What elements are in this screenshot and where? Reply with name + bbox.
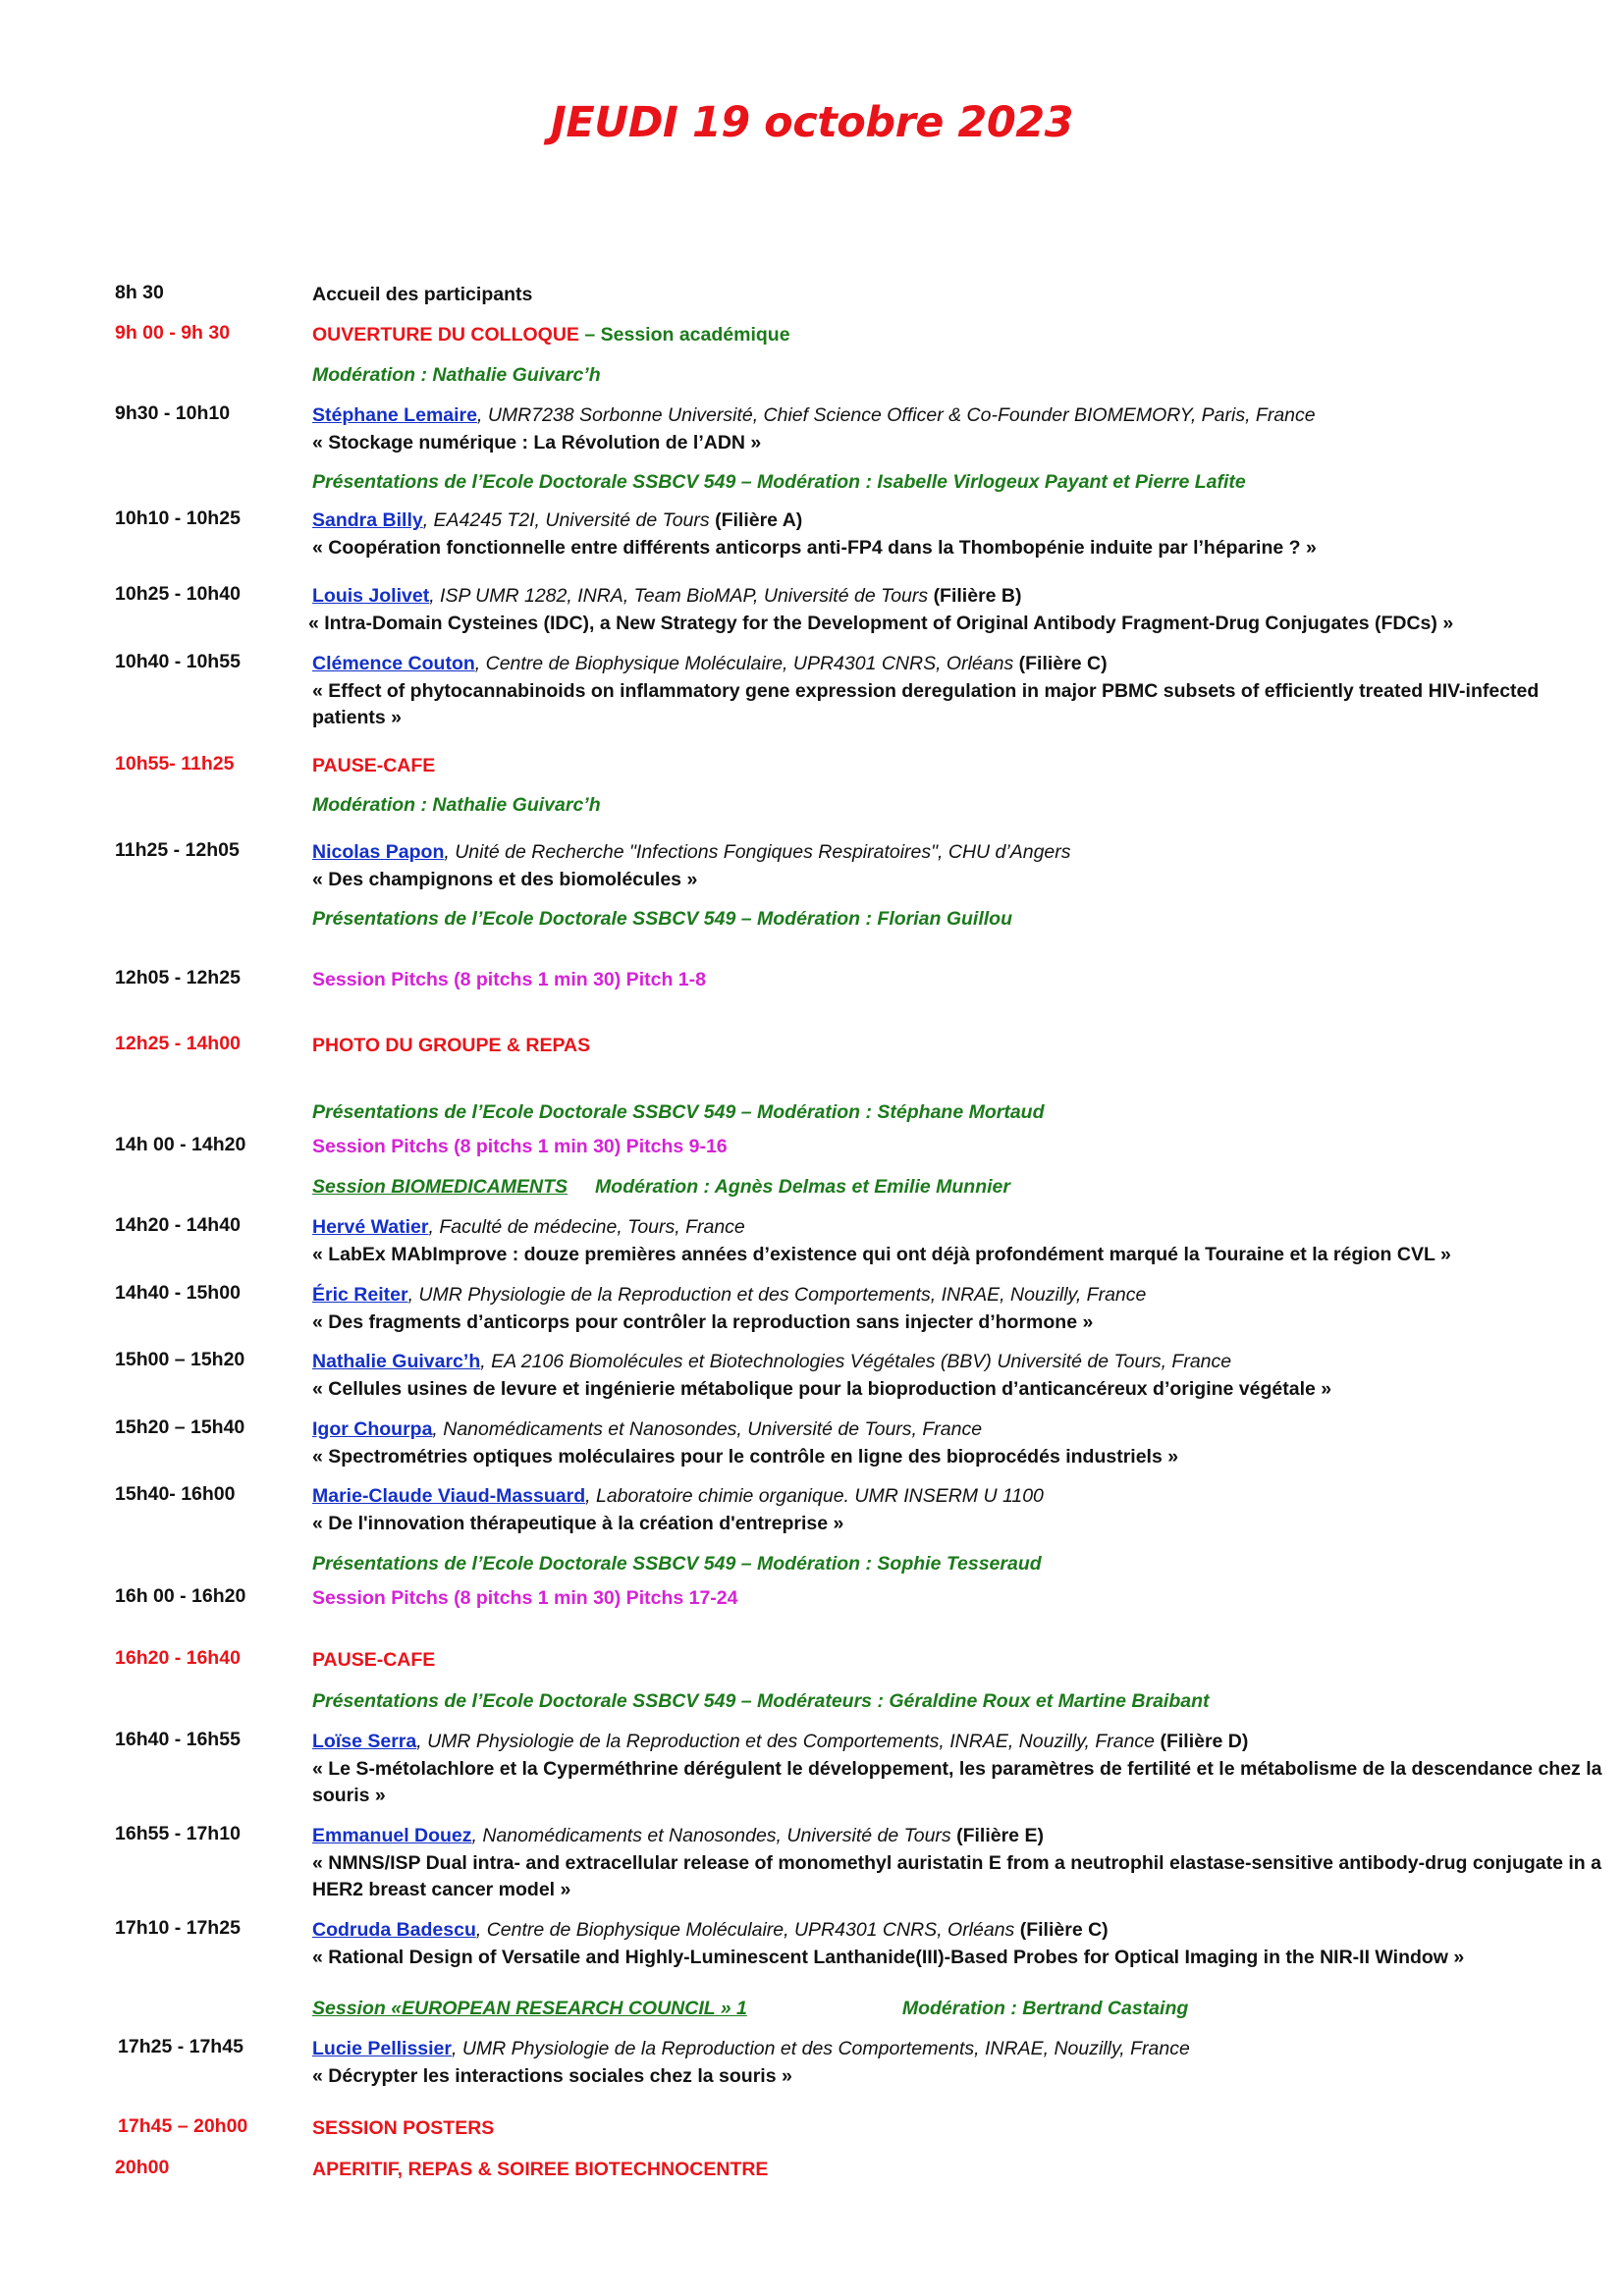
time-slot: 14h 00 - 14h20 xyxy=(115,1134,246,1155)
talk-title: « Cellules usines de levure et ingénierie métabolique pour la bioproduction d’anticancéreux d’origine végétale » xyxy=(312,1377,1332,1400)
entry-text: Accueil des participants xyxy=(312,284,533,305)
speaker-affiliation: , Nanomédicaments et Nanosondes, Université de Tours xyxy=(471,1825,957,1846)
time-slot: 17h25 - 17h45 xyxy=(118,2036,244,2057)
talk-title: « Le S-métolachlore et la Cyperméthrine dérégulent le développement, les paramètres de fertilité et le métabolisme de la descendance chez la souris » xyxy=(312,1757,1602,1806)
speaker-link[interactable]: Emmanuel Douez xyxy=(312,1825,472,1846)
session-title: Session «EUROPEAN RESEARCH COUNCIL » 1 xyxy=(312,1998,747,2019)
track-label: (Filière C) xyxy=(1018,653,1108,674)
entry-text: PAUSE-CAFE xyxy=(312,755,436,776)
talk-title: « Décrypter les interactions sociales chez la souris » xyxy=(312,2064,792,2087)
track-label: (Filière E) xyxy=(956,1825,1044,1846)
session-title: Session BIOMEDICAMENTS xyxy=(312,1176,568,1198)
entry-text: PAUSE-CAFE xyxy=(312,1649,436,1671)
speaker-affiliation: , Faculté de médecine, Tours, France xyxy=(428,1216,745,1238)
speaker-link[interactable]: Louis Jolivet xyxy=(312,585,430,607)
talk-title: « Rational Design of Versatile and Highly-Luminescent Lanthanide(III)-Based Probes for Optical Imaging in the NIR-II Window » xyxy=(312,1946,1465,1968)
page-title: JEUDI 19 octobre 2023 xyxy=(550,98,1074,147)
moderation-text: Présentations de l’Ecole Doctorale SSBCV 549 – Modération : Isabelle Virlogeux Payant et Pierre Lafite xyxy=(312,471,1246,493)
time-slot: 8h 30 xyxy=(115,282,164,303)
time-slot: 9h 00 - 9h 30 xyxy=(115,322,231,344)
time-slot: 16h 00 - 16h20 xyxy=(115,1585,246,1607)
speaker-link[interactable]: Igor Chourpa xyxy=(312,1418,433,1440)
speaker-affiliation: , EA 2106 Biomolécules et Biotechnologies Végétales (BBV) Université de Tours, France xyxy=(480,1351,1232,1372)
talk-title: « Effect of phytocannabinoids on inflammatory gene expression deregulation in major PBMC subsets of efficiently treated HIV-infected patients » xyxy=(312,679,1540,728)
speaker-affiliation: , UMR Physiologie de la Reproduction et des Comportements, INRAE, Nouzilly, France xyxy=(416,1731,1161,1752)
moderation-text: Présentations de l’Ecole Doctorale SSBCV 549 – Modération : Sophie Tesseraud xyxy=(312,1553,1042,1575)
track-label: (Filière A) xyxy=(715,509,803,531)
entry-text: SESSION POSTERS xyxy=(312,2117,495,2139)
time-slot: 10h10 - 10h25 xyxy=(115,507,241,529)
speaker-link[interactable]: Marie-Claude Viaud-Massuard xyxy=(312,1485,586,1507)
speaker-link[interactable]: Nicolas Papon xyxy=(312,841,445,863)
time-slot: 10h25 - 10h40 xyxy=(115,583,241,605)
talk-title: « NMNS/ISP Dual intra- and extracellular release of monomethyl auristatin E from a neutrophil elastase-sensitive antibody-drug conjugate in a HER2 breast cancer model » xyxy=(312,1851,1601,1900)
speaker-affiliation: , ISP UMR 1282, INRA, Team BioMAP, Université de Tours xyxy=(429,585,934,607)
speaker-affiliation: , UMR7238 Sorbonne Université, Chief Science Officer & Co-Founder BIOMEMORY, Paris, France xyxy=(476,404,1316,426)
time-slot: 10h55- 11h25 xyxy=(115,753,235,774)
track-label: (Filière D) xyxy=(1160,1731,1249,1752)
speaker-affiliation: , Nanomédicaments et Nanosondes, Université de Tours, France xyxy=(432,1418,983,1440)
opening-title: OUVERTURE DU COLLOQUE xyxy=(312,324,579,346)
talk-title: « Des fragments d’anticorps pour contrôler la reproduction sans injecter d’hormone » xyxy=(312,1310,1094,1333)
time-slot: 12h05 - 12h25 xyxy=(115,967,241,988)
session-moderation: Modération : Bertrand Castaing xyxy=(901,1998,1189,2019)
speaker-link[interactable]: Loïse Serra xyxy=(312,1731,417,1752)
moderation-text: Présentations de l’Ecole Doctorale SSBCV 549 – Modération : Florian Guillou xyxy=(312,908,1012,930)
speaker-affiliation: , Laboratoire chimie organique. UMR INSERM U 1100 xyxy=(585,1485,1044,1507)
speaker-affiliation: , Centre de Biophysique Moléculaire, UPR4301 CNRS, Orléans xyxy=(475,1919,1020,1941)
time-slot: 16h20 - 16h40 xyxy=(115,1647,241,1669)
time-slot: 14h40 - 15h00 xyxy=(115,1282,241,1304)
time-slot: 16h40 - 16h55 xyxy=(115,1729,241,1750)
entry-text: PHOTO DU GROUPE & REPAS xyxy=(312,1035,591,1056)
time-slot: 15h00 – 15h20 xyxy=(115,1349,245,1370)
time-slot: 12h25 - 14h00 xyxy=(115,1033,241,1054)
talk-title: « LabEx MAbImprove : douze premières années d’existence qui ont déjà profondément marqué la Touraine et la région CVL » xyxy=(312,1243,1451,1265)
moderation-text: Modération : Nathalie Guivarc’h xyxy=(312,364,601,386)
time-slot: 14h20 - 14h40 xyxy=(115,1214,241,1236)
speaker-affiliation: , UMR Physiologie de la Reproduction et des Comportements, INRAE, Nouzilly, France xyxy=(407,1284,1147,1306)
talk-title: « Stockage numérique : La Révolution de l’ADN » xyxy=(312,431,762,454)
time-slot: 11h25 - 12h05 xyxy=(115,839,240,861)
speaker-link[interactable]: Hervé Watier xyxy=(312,1216,429,1238)
entry-text: APERITIF, REPAS & SOIREE BIOTECHNOCENTRE xyxy=(312,2159,769,2180)
session-moderation: Modération : Agnès Delmas et Emilie Munnier xyxy=(595,1176,1010,1198)
moderation-text: Modération : Nathalie Guivarc’h xyxy=(312,794,601,816)
talk-title: « Spectrométries optiques moléculaires pour le contrôle en ligne des bioprocédés industriels » xyxy=(312,1445,1179,1468)
time-slot: 15h20 – 15h40 xyxy=(115,1416,245,1438)
track-label: (Filière B) xyxy=(933,585,1022,607)
speaker-link[interactable]: Éric Reiter xyxy=(312,1284,408,1306)
entry-text: Session Pitchs (8 pitchs 1 min 30) Pitchs 9-16 xyxy=(312,1136,728,1157)
moderation-text: Présentations de l’Ecole Doctorale SSBCV 549 – Modérateurs : Géraldine Roux et Martine Braibant xyxy=(312,1690,1210,1712)
speaker-link[interactable]: Lucie Pellissier xyxy=(312,2038,452,2059)
talk-title: « Coopération fonctionnelle entre différents anticorps anti-FP4 dans la Thombopénie induite par l’héparine ? » xyxy=(312,536,1317,559)
speaker-link[interactable]: Nathalie Guivarc’h xyxy=(312,1351,481,1372)
time-slot: 17h45 – 20h00 xyxy=(118,2115,248,2137)
entry-text: Session Pitchs (8 pitchs 1 min 30) Pitch 1-8 xyxy=(312,969,706,990)
time-slot: 10h40 - 10h55 xyxy=(115,651,241,672)
time-slot: 17h10 - 17h25 xyxy=(115,1917,241,1939)
speaker-link[interactable]: Codruda Badescu xyxy=(312,1919,476,1941)
speaker-link[interactable]: Stéphane Lemaire xyxy=(312,404,477,426)
entry-text: Session Pitchs (8 pitchs 1 min 30) Pitchs 17-24 xyxy=(312,1587,738,1609)
speaker-affiliation: , Unité de Recherche "Infections Fongiques Respiratoires", CHU d’Angers xyxy=(444,841,1071,863)
time-slot: 20h00 xyxy=(115,2157,170,2178)
speaker-affiliation: , UMR Physiologie de la Reproduction et des Comportements, INRAE, Nouzilly, France xyxy=(452,2038,1190,2059)
speaker-link[interactable]: Clémence Couton xyxy=(312,653,475,674)
opening-subtitle: – Session académique xyxy=(578,324,790,346)
speaker-affiliation: , Centre de Biophysique Moléculaire, UPR4301 CNRS, Orléans xyxy=(474,653,1019,674)
time-slot: 9h30 - 10h10 xyxy=(115,402,231,424)
time-slot: 16h55 - 17h10 xyxy=(115,1823,241,1844)
talk-title: « Des champignons et des biomolécules » xyxy=(312,868,698,890)
talk-title: « De l'innovation thérapeutique à la création d'entreprise » xyxy=(312,1512,844,1534)
speaker-link[interactable]: Sandra Billy xyxy=(312,509,423,531)
moderation-text: Présentations de l’Ecole Doctorale SSBCV 549 – Modération : Stéphane Mortaud xyxy=(312,1101,1045,1123)
talk-title: « Intra-Domain Cysteines (IDC), a New Strategy for the Development of Original Antibody Fragment-Drug Conjugates (FDCs) » xyxy=(308,612,1454,634)
time-slot: 15h40- 16h00 xyxy=(115,1483,236,1505)
speaker-affiliation: , EA4245 T2I, Université de Tours xyxy=(422,509,716,531)
track-label: (Filière C) xyxy=(1019,1919,1109,1941)
